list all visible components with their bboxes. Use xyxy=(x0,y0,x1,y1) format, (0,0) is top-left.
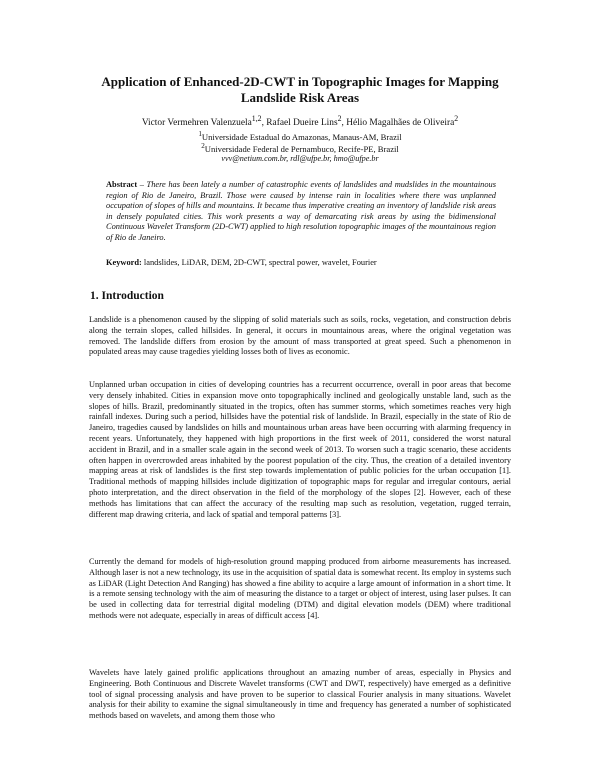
abstract-text: – There has been lately a number of catastrophic events of landslides and mudslides in the mountainous region of Rio de Janeiro, Brazil. Those were caused by intense rain in localities where there was unplanned occupation of slopes of hills and mountains. It became thus imperative creating an inventory of landslide risk areas in densely populated cities. This work presents a way of demarcating risk areas by using the bidimensional Continuous Wavelet Transform (2D-CWT) applied to high resolution topographic images of the mountainous region of Rio de Janeiro. xyxy=(106,180,496,242)
affiliation-text: Universidade Estadual do Amazonas, Manaus-AM, Brazil xyxy=(201,131,402,142)
author-name: Hélio Magalhães de Oliveira xyxy=(346,118,455,129)
author-name: Victor Vermehren Valenzuela xyxy=(141,118,252,129)
author-affiliation-mark: 2 xyxy=(337,114,342,123)
body-paragraph: Currently the demand for models of high-resolution ground mapping produced from airborne measurements has increased. Although laser is not a new technology, its use in the acquisition of spatial data is somewhat recent. Its employ in systems such as LiDAR (Light Detection And Ranging) has showed a fine ability to acquire a large amount of information in a short time. It is a remote sensing technology with the aim of measuring the distance to a target or object of interest, using laser pulses. It can be used in collecting data for terrestrial digital modeling (DTM) and digital elevation models (DEM) where traditional methods were not adequate, especially in areas of difficult access [4]. xyxy=(89,557,511,620)
keywords-label: Keyword: xyxy=(106,258,142,267)
author-affiliation-mark: 1,2 xyxy=(251,114,262,123)
affiliation-mark: 2 xyxy=(201,142,205,150)
abstract-label: Abstract xyxy=(106,180,138,189)
author-name: Rafael Dueire Lins xyxy=(266,118,338,129)
affiliation-mark: 1 xyxy=(198,130,202,138)
body-paragraph: Unplanned urban occupation in cities of developing countries has a recurrent occurrence, overall in poor areas that become very densely inhabited. Cities in expansion move onto topographically inclined and geologically unstable land, such as the slopes of hills. Brazil, predominantly situated in the tropics, often has summer storms, which sometimes reaches very high rainfall indexes. During such a period, hillsides have the potential risk of landslide. In Brazil, especially in the state of Rio de Janeiro, tragedies caused by landslides on hills and mountainous urban areas have been occurring with alarming frequency in recent years. Unfortunately, they happened with high proportions in the first week of 2011, considered the worst natural accident in Brazil, and in a smaller scale again in the second week of 2013. To worsen such a tragic scenario, these accidents often happen in overcrowded areas inhabited by the poorest population of the city. Thus, the creation of a detailed inventory mapping areas at risk of landslides is the first step towards implementation of public policies for the urban occupation [1]. Traditional methods of mapping hillsides include digitization of topographic maps for regular and irregular contours, aerial photo interpretation, and the direct observation in the field of the morphology of the slopes [2]. However, each of these methods has limitations that can affect the accuracy of the resulting map such as resolution, vegetation, rugged terrain, different map drawing criteria, and lack of spatial and temporal patterns [3]. xyxy=(89,380,511,519)
body-paragraph: Wavelets have lately gained prolific applications throughout an amazing number of areas, especially in Physics and Engineering. Both Continuous and Discrete Wavelet transforms (CWT and DWT, respectively) have emerged as a definitive tool of signal processing analysis and have proven to be superior to classical Fourier analysis in many situations. Wavelet analysis for their ability to examine the signal simultaneously in time and frequency has generated a number of sophisticated methods based on wavelets, and among them those who xyxy=(89,668,511,721)
paper-title: Application of Enhanced-2D-CWT in Topographic Images for Mapping Landslide Risk Areas xyxy=(101,74,499,105)
keywords-text: landslides, LiDAR, DEM, 2D-CWT, spectral power, wavelet, Fourier xyxy=(141,258,377,267)
author-affiliation-mark: 2 xyxy=(454,114,459,123)
abstract xyxy=(106,180,496,244)
keywords xyxy=(106,258,496,269)
section-heading: 1. Introduction xyxy=(90,290,164,302)
author-list: Victor Vermehren Valenzuela$^{1,2}$, Rafael Dueire Lins$^2$, Hélio Magalhães de Oliveira$^2$ xyxy=(141,114,459,129)
body-paragraph: Landslide is a phenomenon caused by the slipping of solid materials such as soils, rocks, vegetation, and construction debris along the terrain slopes, called hillsides. In general, it occurs in mountainous areas, where the original vegetation was removed. The landslide differs from erosion by the amount of mass transported at great speed. Such a phenomenon in populated areas may cause tragedies yielding losses both of lives as economic. xyxy=(89,315,511,357)
affiliation-text: Universidade Federal de Pernambuco, Recife-PE, Brazil xyxy=(204,143,399,154)
author-emails: vvv@netium.com.br, rdl@ufpe.br, hmo@ufpe.br xyxy=(221,154,379,163)
